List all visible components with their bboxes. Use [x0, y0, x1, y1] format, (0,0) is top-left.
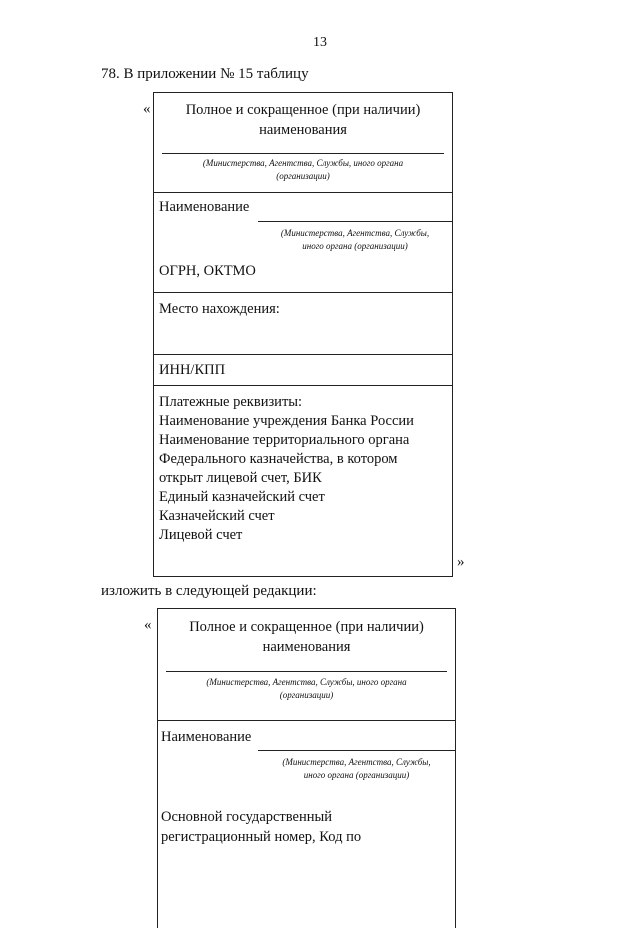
old-requisites-table	[153, 92, 453, 577]
new-title-underline	[166, 671, 447, 672]
old-name-underline	[258, 221, 452, 222]
amendment-heading: 78. В приложении № 15 таблицу	[101, 66, 309, 82]
new-ogrn-line2: регистрационный номер, Код по	[161, 829, 362, 845]
open-quote-old: «	[143, 101, 151, 117]
old-payment-line: Федерального казначейства, в котором	[159, 451, 398, 467]
old-location-cell	[154, 292, 452, 354]
old-payment-line: Наименование территориального органа	[159, 432, 410, 448]
old-title-line1: Полное и сокращенное (при наличии)	[185, 102, 421, 118]
open-quote-new: «	[144, 617, 152, 633]
close-quote-old: »	[457, 554, 465, 570]
old-name-label: Наименование	[159, 199, 250, 215]
new-title-line2: наименования	[262, 639, 351, 655]
new-ogrn-line1: Основной государственный	[161, 809, 332, 825]
old-org-caption-line1: (Министерства, Агентства, Службы, иного органа	[202, 158, 404, 168]
old-inn-label: ИНН/КПП	[159, 362, 226, 378]
new-name-caption-line2: иного органа (организации)	[303, 770, 410, 780]
old-title-line2: наименования	[259, 122, 347, 138]
new-name-cell	[158, 720, 455, 950]
old-payment-line: Лицевой счет	[159, 527, 243, 543]
old-org-caption-line2: (организации)	[276, 171, 330, 181]
new-wording-lead: изложить в следующей редакции:	[101, 583, 317, 599]
new-title-cell	[158, 609, 455, 720]
new-requisites-table	[157, 608, 456, 928]
old-name-caption-line1: (Министерства, Агентства, Службы,	[280, 228, 430, 238]
old-payment-cell	[154, 385, 452, 576]
old-name-cell	[154, 192, 452, 292]
old-payment-line: Казначейский счет	[159, 508, 275, 524]
new-name-caption-line1: (Министерства, Агентства, Службы,	[282, 757, 431, 767]
new-org-caption-line2: (организации)	[279, 690, 334, 700]
old-location-label: Место нахождения:	[159, 301, 280, 317]
new-name-label: Наименование	[161, 729, 252, 745]
old-inn-cell	[154, 354, 452, 385]
new-org-caption-line1: (Министерства, Агентства, Службы, иного органа	[206, 677, 407, 687]
old-payment-line: открыт лицевой счет, БИК	[159, 470, 322, 486]
page-number: 13	[313, 35, 327, 50]
old-payment-line: Платежные реквизиты:	[159, 394, 303, 410]
old-title-underline	[162, 153, 444, 154]
old-payment-line: Наименование учреждения Банка России	[159, 413, 414, 429]
new-name-underline	[258, 750, 455, 751]
old-ogrn-label: ОГРН, ОКТМО	[159, 263, 256, 279]
old-name-caption-line2: иного органа (организации)	[302, 241, 408, 251]
old-title-cell	[154, 93, 452, 192]
new-title-line1: Полное и сокращенное (при наличии)	[189, 619, 424, 635]
old-payment-line: Единый казначейский счет	[159, 489, 325, 505]
